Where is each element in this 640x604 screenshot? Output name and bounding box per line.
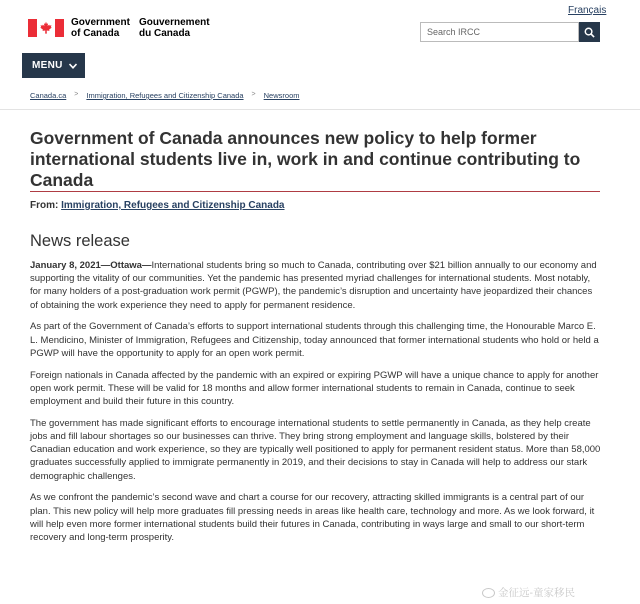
search-input[interactable] <box>420 22 579 42</box>
article-paragraph: As part of the Government of Canada’s efforts to support international students through this challenging time, the Honourable Marco E. L. Mendicino, Minister of Immigration, Refugees and Citizenship, today announced that former international students who hold or held a PGWP will have the opportunity to apply for an open work permit. <box>30 321 599 359</box>
menu-label: MENU <box>32 60 63 71</box>
breadcrumb-ircc[interactable]: Immigration, Refugees and Citizenship Canada <box>86 91 244 100</box>
watermark <box>482 585 575 600</box>
gov-name-french: Gouvernement du Canada <box>139 17 210 39</box>
menu-button[interactable] <box>22 53 85 78</box>
breadcrumb-separator: > <box>251 91 256 98</box>
from-department-link[interactable]: Immigration, Refugees and Citizenship Canada <box>61 200 285 211</box>
article-paragraph: As we confront the pandemic’s second wave and chart a course for our recovery, attracting skilled immigrants is a central part of our plan. This new policy will help more graduates fill pressing needs in areas like health care, technology and more. As we look forward, it will help even more former international students build their futures in Canada, contributing in ways large and small to our short-term recovery and long-term prosperity. <box>30 492 595 544</box>
wechat-icon <box>482 588 495 598</box>
watermark-text: 金征远-童家移民 <box>498 587 575 599</box>
breadcrumb-separator: > <box>74 91 79 98</box>
article-body <box>30 259 602 553</box>
government-of-canada-wordmark[interactable] <box>28 17 210 39</box>
from-label: From: <box>30 200 59 211</box>
chevron-down-icon <box>69 63 77 69</box>
page-title: Government of Canada announces new policy to help former international students live in, work in and continue contributing to Canada <box>30 128 581 190</box>
news-release-heading: News release <box>30 232 130 250</box>
article-paragraph: The government has made significant efforts to encourage international students to settle permanently in Canada, as they help create jobs and fill labour shortages so our businesses can thrive. They bring strong employment and language skills, bolstered by their Canadian education and work experience, so they are typically well positioned to apply for permanent resident status. More than 58,000 graduates successfully applied to immigrate permanently in 2019, and their decisions to stay in Canada will help to address our stark demographic challenges. <box>30 417 601 482</box>
from-line <box>30 200 285 211</box>
search-bar <box>420 22 600 42</box>
gov-name-english: Government of Canada <box>71 17 130 39</box>
dateline: January 8, 2021—Ottawa— <box>30 260 152 271</box>
paragraph-text: International students bring so much to Canada, contributing over $21 billion annually to our economy and supporting the vitality of our communities. Yet the pandemic has presented myriad challenges for international students. Most notably, for many holders of a post-graduation work permit (PGWP), the pandemic’s disruption and uncertainty have jeopardized their chances of obtaining the work experience they need to apply for permanent residence. <box>30 260 597 311</box>
header-divider <box>0 109 640 110</box>
breadcrumb <box>30 91 299 100</box>
language-toggle-link[interactable]: Français <box>568 5 607 16</box>
article-paragraph <box>30 259 602 312</box>
title-underline <box>30 191 600 192</box>
breadcrumb-canada-ca[interactable]: Canada.ca <box>30 91 67 100</box>
breadcrumb-newsroom[interactable]: Newsroom <box>263 91 300 100</box>
search-button[interactable] <box>579 22 600 42</box>
search-icon <box>584 27 595 38</box>
canada-flag <box>28 19 64 37</box>
article-paragraph: Foreign nationals in Canada affected by the pandemic with an expired or expiring PGWP will have a unique chance to apply for another open work permit. These will be valid for 18 months and allow former international students to remain in Canada, continue to seek employment and build their future in this country. <box>30 369 599 408</box>
maple-leaf-icon <box>39 21 53 35</box>
